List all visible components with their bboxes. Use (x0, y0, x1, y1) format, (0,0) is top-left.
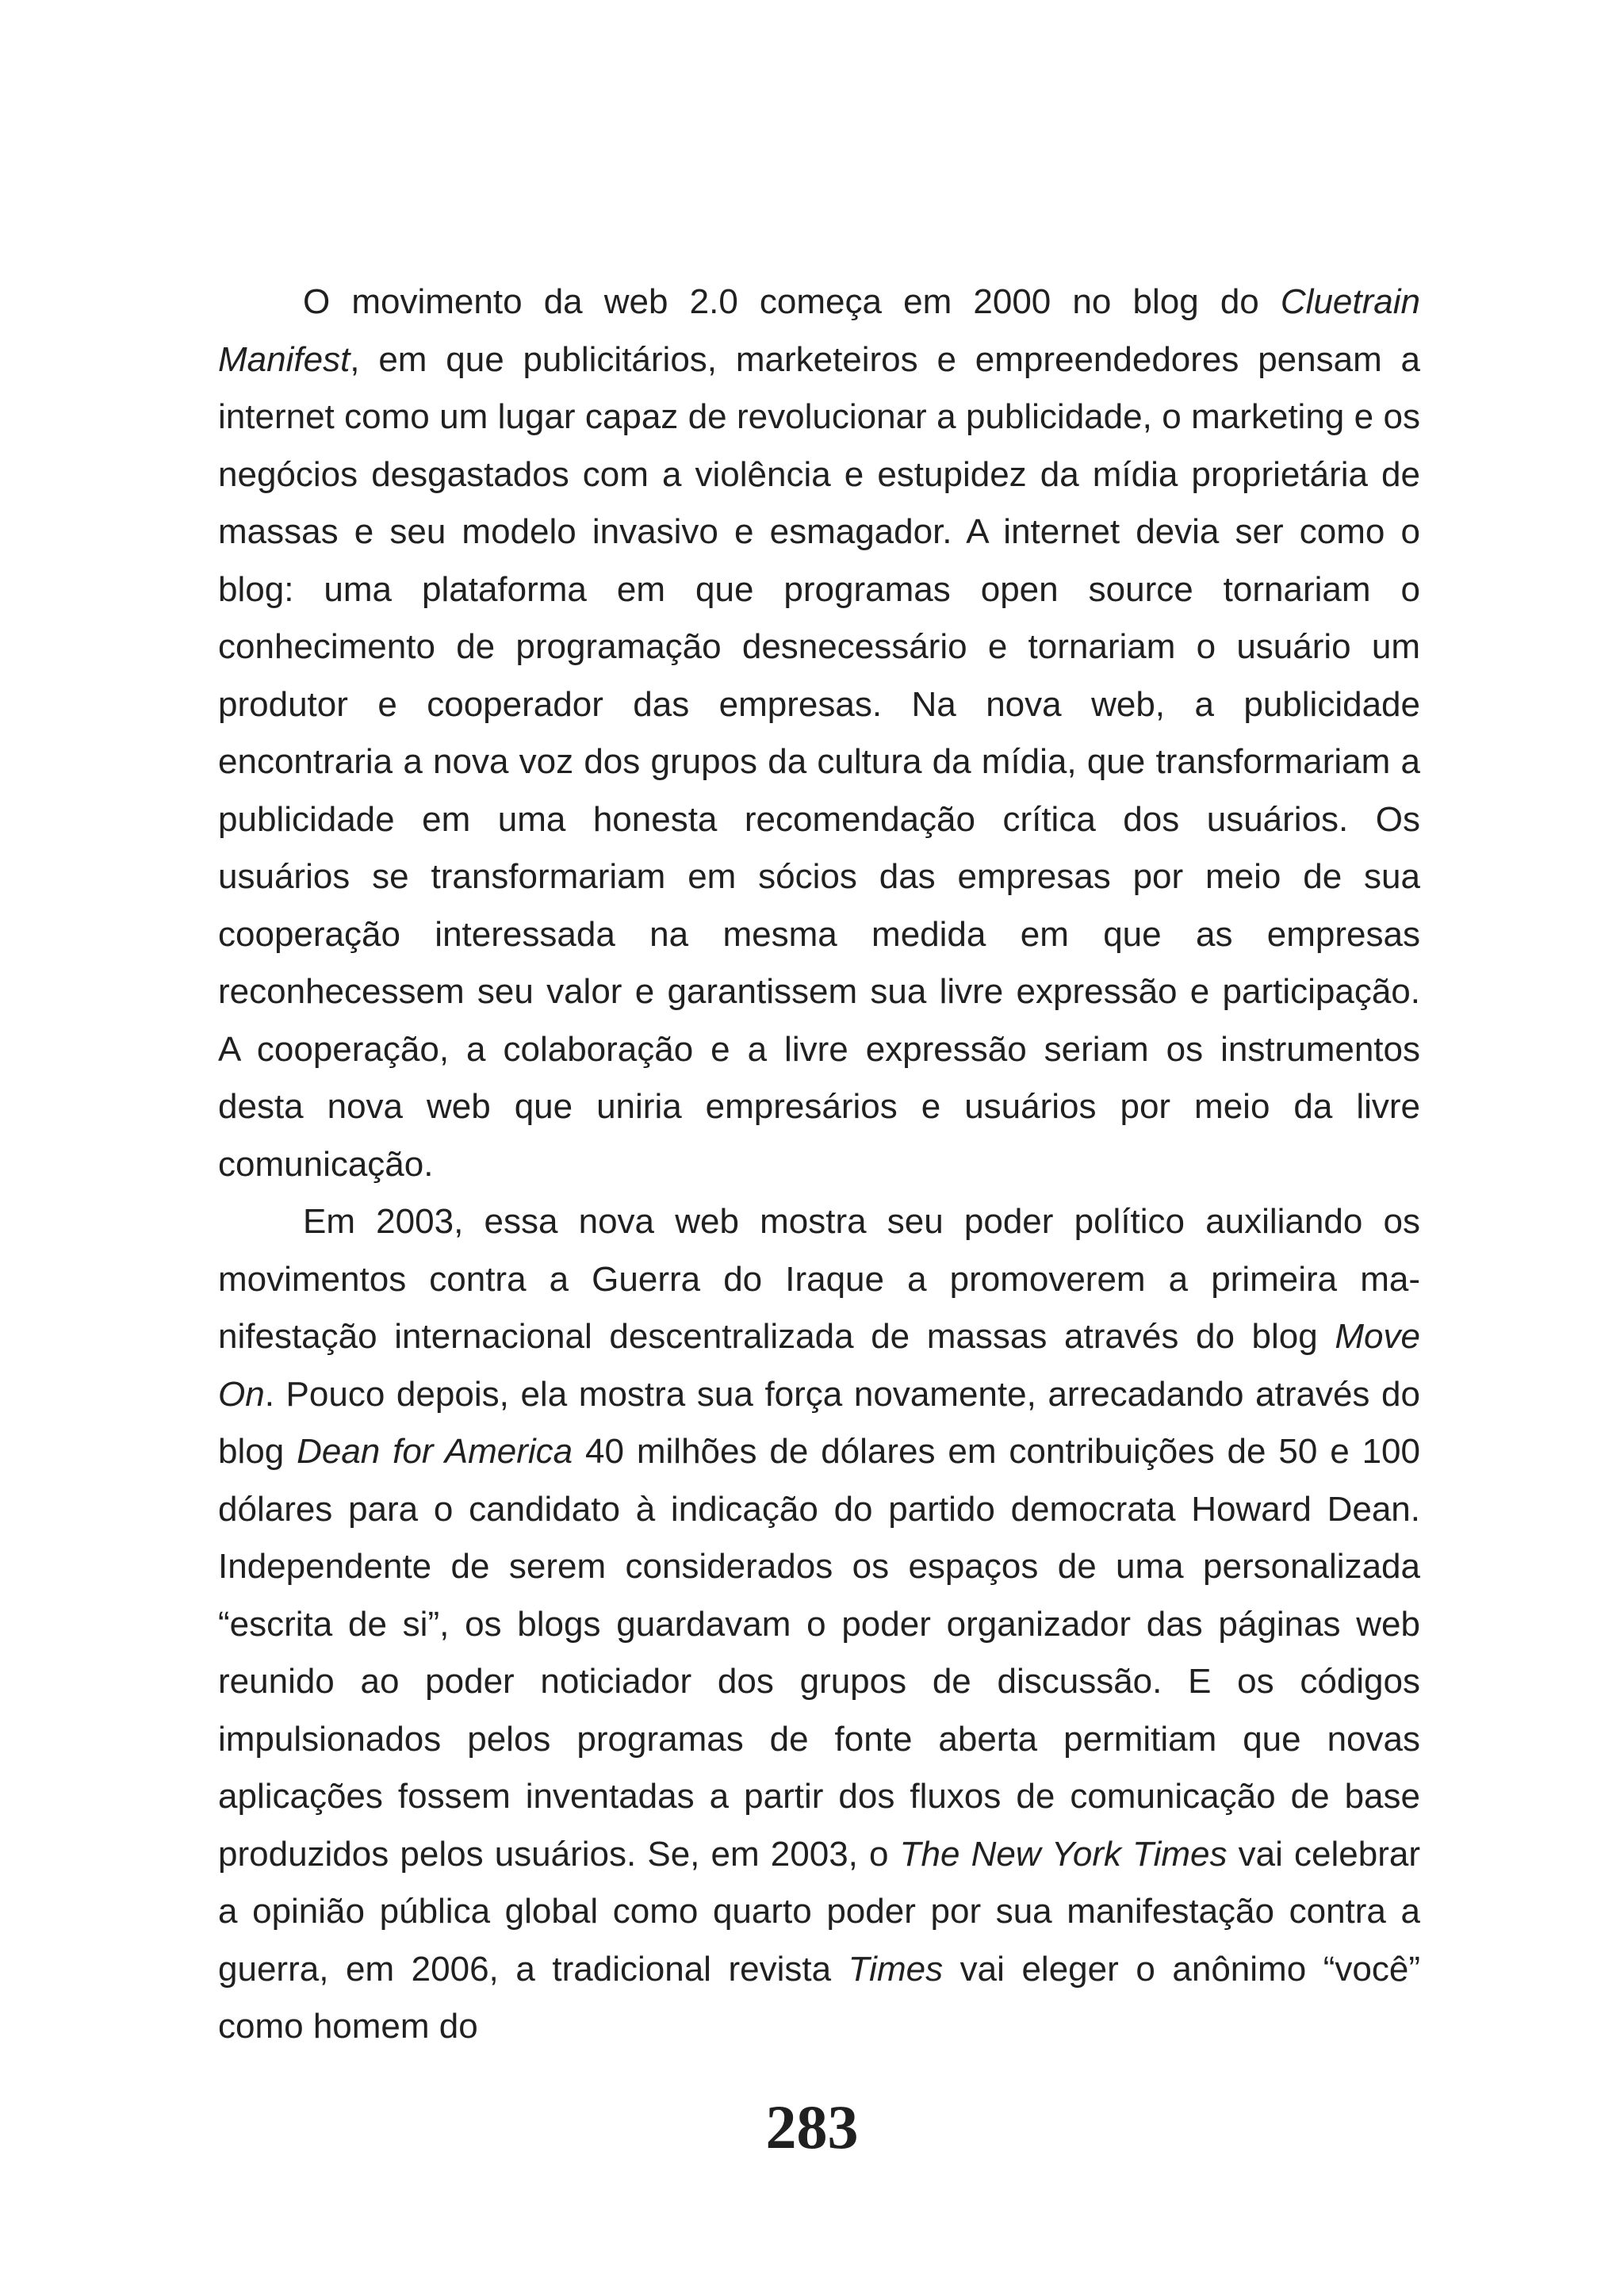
paragraph-2 (218, 1193, 1420, 2056)
work-title-cluetrain-manifest: Cluetrain Manifest (218, 282, 1420, 379)
work-title-move-on: Move On (218, 1317, 1420, 1414)
paragraph-1 (218, 274, 1420, 1193)
paragraph-1-text: O movimento da web 2.0 começa em 2000 no blog do (303, 282, 1281, 321)
work-title-new-york-times: The New York Times (899, 1834, 1228, 1874)
paragraph-2-text: vai eleger o anônimo “você” como homem do (218, 1949, 1420, 2046)
paragraph-2-text: 40 milhões de dólares em contribuições de 50 e 100 dólares para o candidato à indicação do partido democrata Howard Dean. Independente de serem considerados os espaços de uma personalizada “escrita de si”, os blogs guardavam o poder organizador das páginas web reunido ao poder noticiador dos grupos de discussão. E os códigos impulsionados pelos programas de fonte aberta permitiam que novas aplicações fossem inventadas a partir dos fluxos de comunicação de base produzidos pelos usuários. Se, em 2003, o (218, 1432, 1420, 1874)
paragraph-2-text: Em 2003, essa nova web mostra seu poder político auxiliando os movimentos contra a Guerra do Iraque a promoverem a primeira manifestação internacional descentralizada de massas através do blog (218, 1202, 1420, 1356)
body-text (218, 274, 1420, 2056)
paragraph-2-text: vai celebrar a opinião pública global como quarto poder por sua manifestação contra a guerra, em 2006, a tradicional revista (218, 1834, 1420, 1989)
paragraph-2-text: . Pouco depois, ela mostra sua força novamente, arrecadando através do blog (218, 1374, 1420, 1471)
work-title-dean-for-america: Dean for America (297, 1432, 573, 1471)
page-number: 283 (765, 2092, 859, 2161)
paragraph-1-text: , em que publicitários, marketeiros e empreendedores pensam a internet como um lugar capaz de revolucionar a publicidade, o marketing e os negócios desgastados com a violência e estupidez da mídia proprietária de massas e seu modelo invasivo e esmagador. A internet devia ser como o blog: uma plataforma em que programas open source tornariam o conhecimento de programação desnecessário e tornariam o usuário um produtor e cooperador das empresas. Na nova web, a publicidade encontraria a nova voz dos grupos da cultura da mídia, que transformariam a publicidade em uma honesta recomendação crítica dos usuários. Os usuários se transformariam em sócios das empresas por meio de sua cooperação interessada na mesma medida em que as empresas reconhecessem seu valor e garantissem sua livre expressão e participação. A cooperação, a colaboração e a livre expressão seriam os instrumentos desta nova web que uniria empresários e usuários por meio da livre comunicação. (218, 339, 1420, 1184)
work-title-times: Times (848, 1949, 944, 1989)
